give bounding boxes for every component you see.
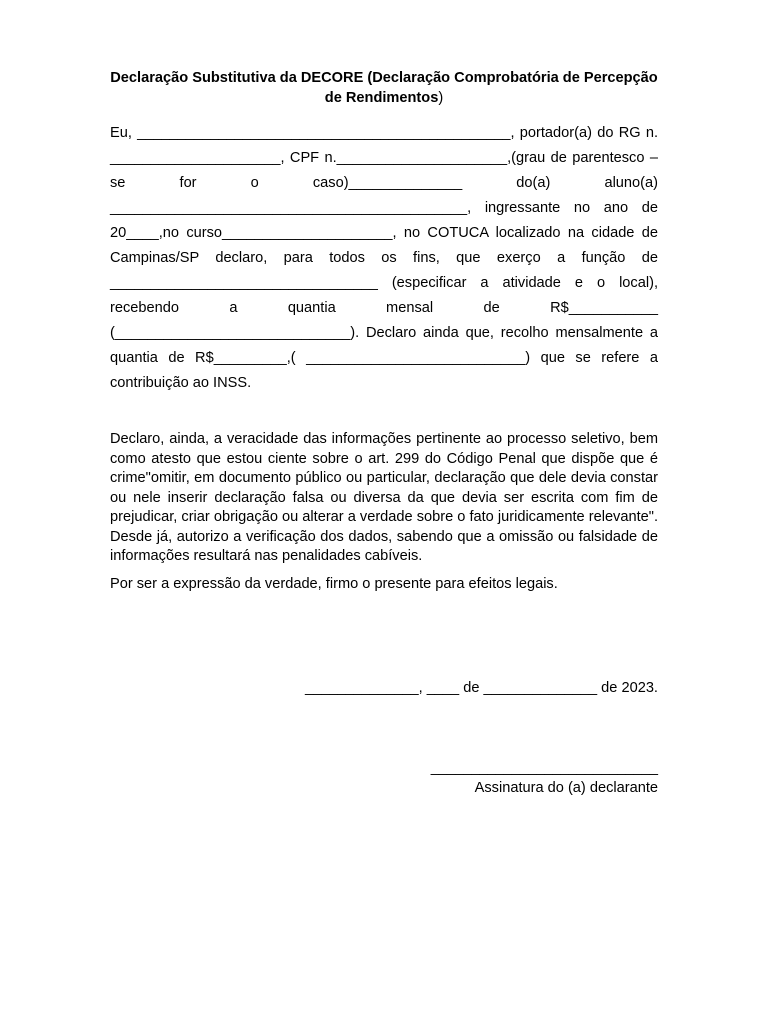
document-title	[110, 68, 658, 108]
title-closing-paren: )	[438, 90, 444, 106]
title-text: Declaração Substitutiva da DECORE (Declaração Comprobatória de Percepção de Rendimentos	[110, 70, 658, 106]
closing-paragraph: Por ser a expressão da verdade, firmo o presente para efeitos legais.	[110, 576, 558, 592]
signature-label: Assinatura do (a) declarante	[474, 780, 658, 796]
declaration-paragraph: Eu, ______________________________________________, portador(a) do RG n. _____________________, CPF n._____________________,(grau de parentesco – se for o caso)______________ do(a) aluno(a) ____________________________________________, ingressante no ano de 20____,no curso_____________________, no COTUCA localizado na cidade de Campinas/SP declaro, para todos os fins, que exerço a função de _________________________________ (especificar a atividade e o local), recebendo a quantia mensal de R$___________ (_____________________________). Declaro ainda que, recolho mensalmente a quantia de R$_________,( ___________________________) que se refere a contribuição ao INSS.	[110, 125, 658, 391]
signature-line: ____________________________	[430, 760, 658, 776]
date-line: ______________, ____ de ______________ de 2023.	[304, 680, 658, 696]
veracity-paragraph: Declaro, ainda, a veracidade das informações pertinente ao processo seletivo, bem como atesto que estou ciente sobre o art. 299 do Código Penal que dispõe que é crime"omitir, em documento público ou particular, declaração que dele devia constar ou nele inserir declaração falsa ou diversa da que devia ser escrita com fim de prejudicar, criar obrigação ou alterar a verdade sobre o fato juridicamente relevante". Desde já, autorizo a verificação dos dados, sabendo que a omissão ou falsidade de informações resultará nas penalidades cabíveis.	[110, 431, 658, 564]
